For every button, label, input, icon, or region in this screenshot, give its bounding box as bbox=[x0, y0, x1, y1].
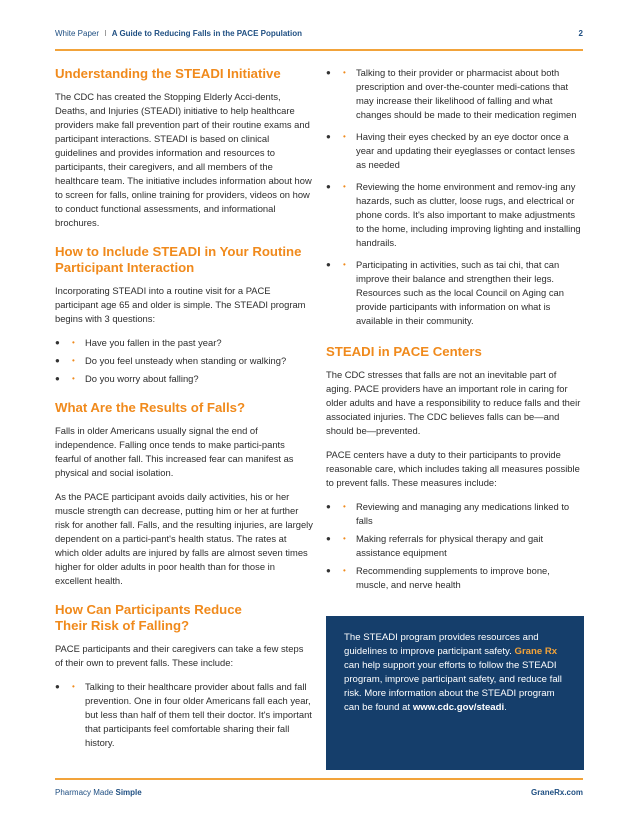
measures-list bbox=[326, 500, 584, 592]
arrow-bullet-icon: • bbox=[72, 338, 75, 347]
list-item-text: Participating in activities, such as tai chi, that can improve their balance and strengthen their legs. Resources such as the local Council on Aging can provide participants with information on what is available in their community. bbox=[356, 259, 564, 326]
list-item-text: Have you fallen in the past year? bbox=[85, 337, 222, 348]
list-item-text: Recommending supplements to improve bone, muscle, and nerve health bbox=[356, 565, 550, 590]
footer-site-link[interactable]: GraneRx.com bbox=[530, 788, 583, 797]
section-reduce-risk bbox=[55, 602, 313, 750]
footer-tagline bbox=[55, 788, 142, 797]
bullet-icon: ● bbox=[326, 502, 331, 511]
steps-list bbox=[55, 680, 313, 750]
paragraph: The CDC stresses that falls are not an inevitable part of aging. PACE providers have an important role in caring for older adults and have a responsibility to reduce falls and their associated injuries. The CDC believes falls can be—and should be—prevented. bbox=[326, 369, 581, 436]
list-item bbox=[55, 680, 313, 750]
tagline-bold: Simple bbox=[115, 788, 142, 797]
section-heading bbox=[55, 244, 313, 276]
list-item bbox=[326, 532, 584, 560]
header-title: A Guide to Reducing Falls in the PACE Population bbox=[111, 29, 302, 38]
arrow-bullet-icon: • bbox=[343, 566, 346, 575]
header-rule bbox=[55, 49, 583, 51]
bullet-icon: ● bbox=[326, 132, 331, 141]
bullet-icon: ● bbox=[326, 534, 331, 543]
list-item-text: Do you feel unsteady when standing or walking? bbox=[85, 355, 287, 366]
section-results-of-falls bbox=[55, 400, 313, 588]
page-footer bbox=[55, 788, 583, 797]
section-heading: What Are the Results of Falls? bbox=[55, 400, 246, 415]
tagline-prefix: Pharmacy Made bbox=[55, 788, 114, 797]
list-item-text: Reviewing the home environment and remov-ing any hazards, such as clutter, loose rugs, and electrical or phone cords. It's also important to make adjustments to the home, including improving lighting and installing handrails. bbox=[356, 181, 581, 248]
bullet-icon: ● bbox=[326, 260, 331, 269]
arrow-bullet-icon: • bbox=[72, 374, 75, 383]
list-item-text: Talking to their provider or pharmacist about both prescription and over-the-counter medi-cations that may increase their likelihood of falling and what changes should be made to their medication regimen bbox=[356, 67, 577, 120]
callout-text bbox=[344, 631, 570, 715]
paragraph: Falls in older Americans usually signal the end of independence. Falling once tends to make partici-pants fearful of another fall. This increased fear can manifest as physical and social isolation. bbox=[55, 425, 294, 478]
header-separator: I bbox=[104, 29, 107, 38]
arrow-bullet-icon: • bbox=[72, 356, 75, 365]
question-list bbox=[55, 336, 313, 386]
list-item bbox=[55, 354, 313, 368]
callout-text-after: . bbox=[504, 702, 507, 713]
page-number: 2 bbox=[578, 29, 583, 38]
section-steadi-in-pace bbox=[326, 344, 584, 592]
bullet-icon: ● bbox=[326, 566, 331, 575]
list-item-text: Reviewing and managing any medications linked to falls bbox=[356, 501, 570, 526]
callout-text-middle: can help support your efforts to follow the STEADI program, improve participant safety, and reduce fall risk. More information about the STEADI program can be found at bbox=[344, 660, 562, 713]
arrow-bullet-icon: • bbox=[343, 534, 346, 543]
arrow-bullet-icon: • bbox=[343, 182, 346, 191]
left-column bbox=[55, 66, 313, 764]
paragraph: PACE centers have a duty to their participants to provide reasonable care, which includes taking all measures possible to prevent falls. These measures include: bbox=[326, 449, 580, 488]
list-item-text: Having their eyes checked by an eye doctor once a year and updating their eyeglasses or contact lenses as needed bbox=[356, 131, 575, 170]
header-left bbox=[55, 29, 302, 38]
bullet-icon: ● bbox=[55, 682, 60, 691]
list-item-text: Do you worry about falling? bbox=[85, 373, 199, 384]
section-heading: STEADI in PACE Centers bbox=[326, 344, 482, 359]
heading-line: Participant Interaction bbox=[55, 260, 195, 275]
paragraph: The CDC has created the Stopping Elderly Acci-dents, Deaths, and Injuries (STEADI) initiative to help healthcare providers make fall prevention part of their routine exams and participant interactions. STEADI is based on clinical guidelines and provides information and resources to participants, their caregivers, and all members of the healthcare team. The initiative includes information about how to screen for falls, online training for providers, videos on how to conduct functional assessments, and informational brochures. bbox=[55, 91, 312, 228]
arrow-bullet-icon: • bbox=[343, 132, 346, 141]
page-header bbox=[55, 29, 583, 43]
section-include-steadi bbox=[55, 244, 313, 386]
right-column bbox=[326, 66, 584, 606]
bullet-icon: ● bbox=[55, 338, 60, 347]
arrow-bullet-icon: • bbox=[343, 68, 346, 77]
heading-line: Their Risk of Falling? bbox=[55, 618, 190, 633]
arrow-bullet-icon: • bbox=[72, 682, 75, 691]
list-item bbox=[326, 500, 584, 528]
list-item bbox=[55, 336, 313, 350]
brand-name: Grane Rx bbox=[514, 646, 558, 657]
bullet-icon: ● bbox=[55, 356, 60, 365]
list-item bbox=[326, 258, 584, 328]
paragraph: As the PACE participant avoids daily activities, his or her muscle strength can decrease, putting him or her at further risk for another fall. Falls, and the resulting injuries, are largely dependent on a partici-pant's health status. The rates at which older adults are injured by falls are almost seven times higher for older adults in poor health than for those in excellent health. bbox=[55, 491, 313, 586]
footer-rule bbox=[55, 778, 583, 780]
section-heading bbox=[55, 602, 313, 634]
list-item bbox=[326, 180, 584, 250]
bullet-icon: ● bbox=[326, 68, 331, 77]
section-heading: Understanding the STEADI Initiative bbox=[55, 66, 281, 81]
steps-list-continued bbox=[326, 66, 584, 328]
arrow-bullet-icon: • bbox=[343, 502, 346, 511]
callout-text-before: The STEADI program provides resources and guidelines to improve participant safety. bbox=[344, 632, 539, 657]
heading-line: How to Include STEADI in Your Routine bbox=[55, 244, 302, 259]
list-item bbox=[326, 66, 584, 122]
list-item bbox=[326, 564, 584, 592]
list-item bbox=[326, 130, 584, 172]
bullet-icon: ● bbox=[326, 182, 331, 191]
list-item-text: Talking to their healthcare provider about falls and fall prevention. One in four older Americans fall each year, but less than half of them tell their doctor. It's important that participants feel comfortable sharing their fall history. bbox=[85, 681, 312, 748]
list-item bbox=[55, 372, 313, 386]
heading-line: How Can Participants Reduce bbox=[55, 602, 242, 617]
arrow-bullet-icon: • bbox=[343, 260, 346, 269]
paragraph: PACE participants and their caregivers can take a few steps of their own to prevent falls. These include: bbox=[55, 643, 304, 668]
section-understanding-steadi bbox=[55, 66, 313, 230]
header-label: White Paper bbox=[55, 29, 100, 38]
bullet-icon: ● bbox=[55, 374, 60, 383]
paragraph: Incorporating STEADI into a routine visit for a PACE participant age 65 and older is simple. The STEADI program begins with 3 questions: bbox=[55, 285, 306, 324]
steadi-link[interactable]: www.cdc.gov/steadi bbox=[412, 702, 505, 713]
callout-box bbox=[326, 616, 584, 770]
list-item-text: Making referrals for physical therapy and gait assistance equipment bbox=[356, 533, 544, 558]
